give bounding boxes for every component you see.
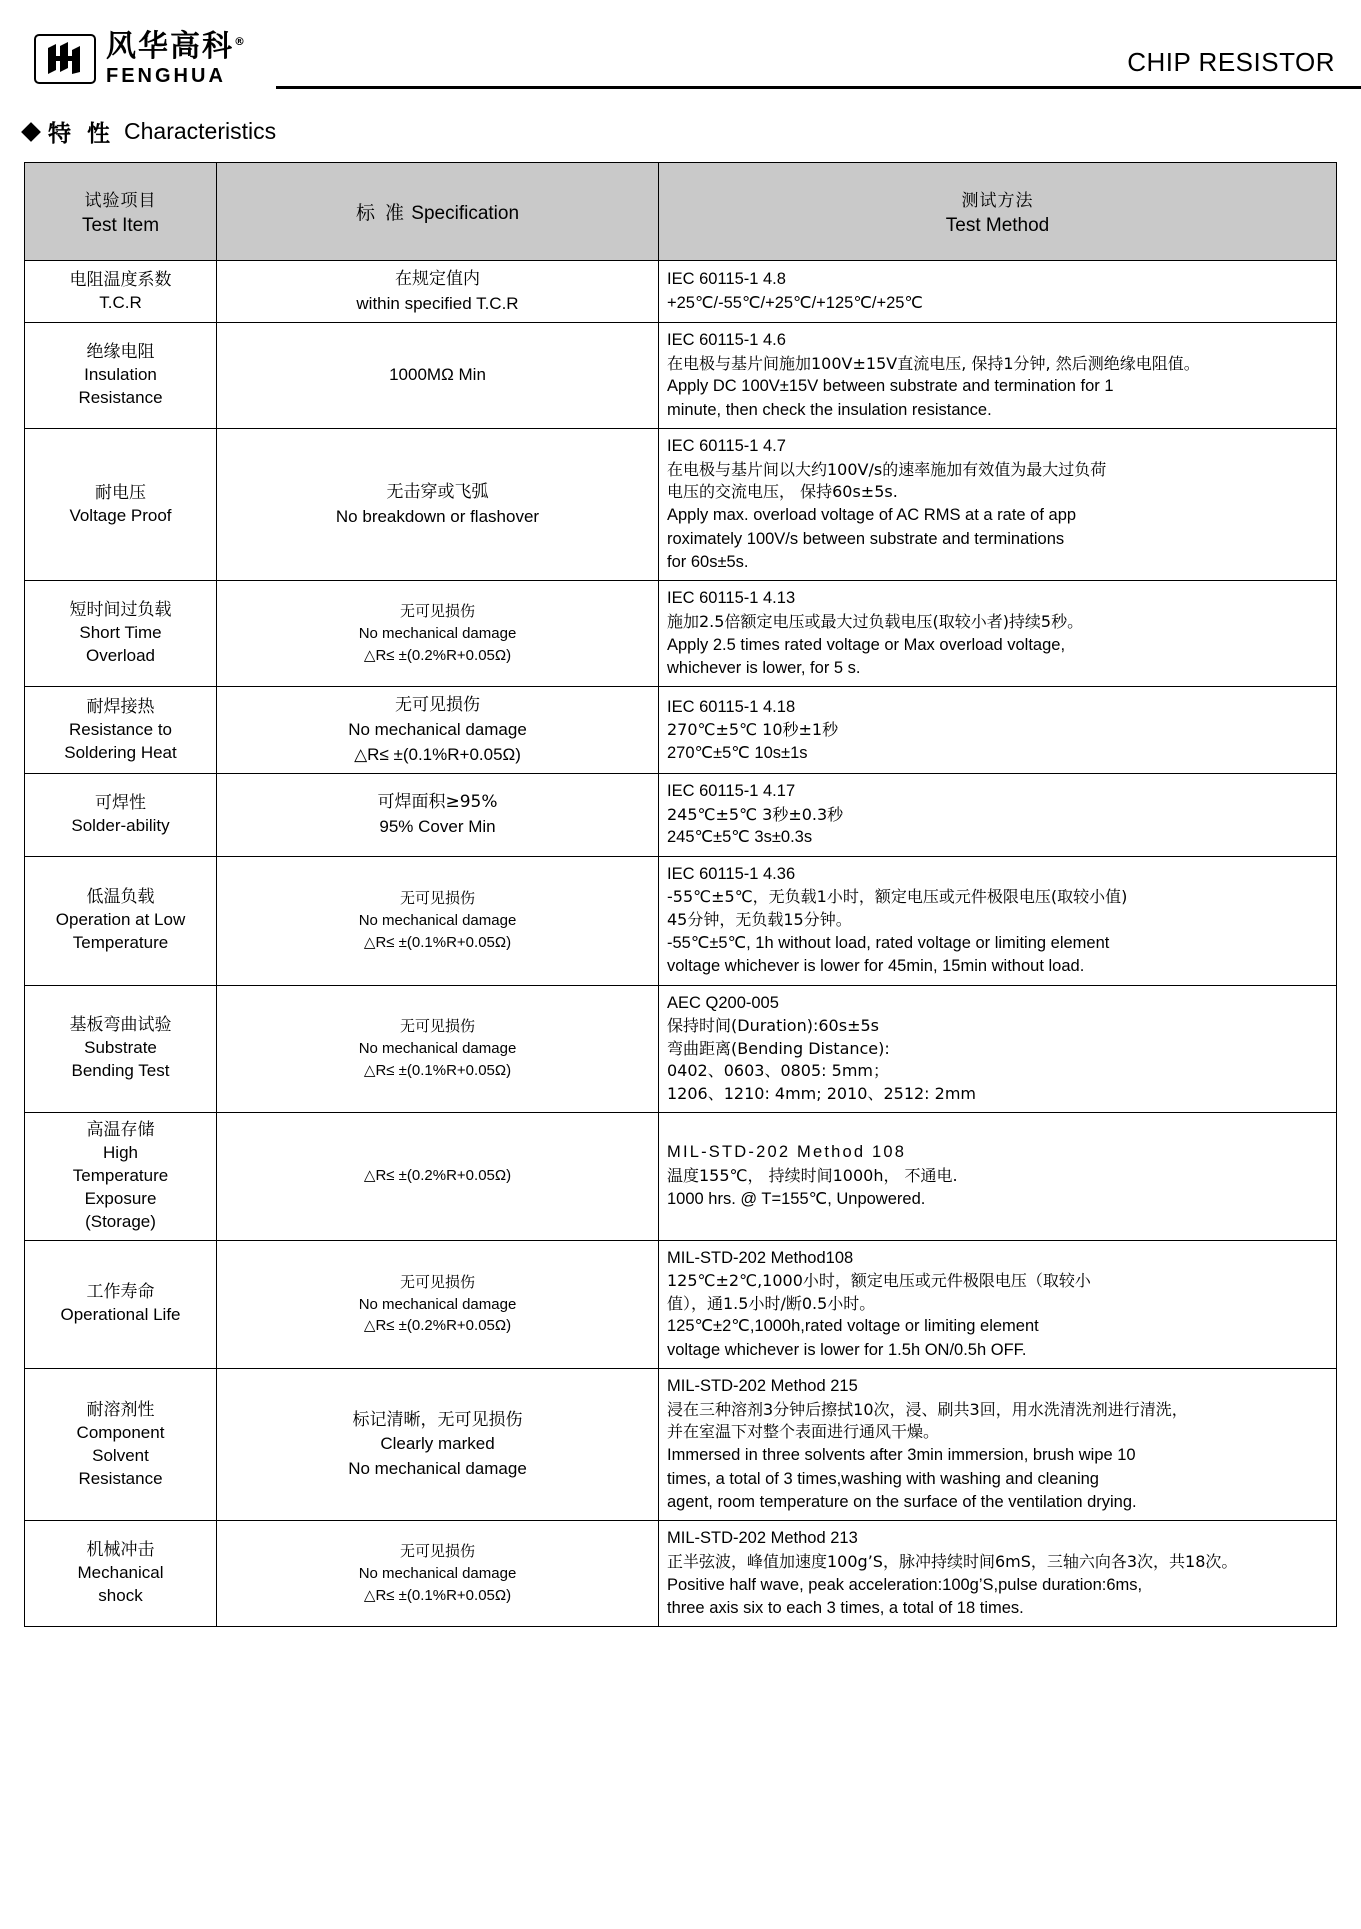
test-item-en: (Storage) xyxy=(85,1211,156,1231)
test-item-cn: 电阻温度系数 xyxy=(69,269,172,290)
specification-line: 无可见损伤 xyxy=(399,1542,475,1561)
test-item-cn: 基板弯曲试验 xyxy=(69,1015,172,1036)
test-method-line: 温度155℃， 持续时间1000h， 不通电. xyxy=(667,1165,958,1185)
test-item-en: Solder-ability xyxy=(71,816,170,836)
specification-line: No mechanical damage xyxy=(358,1295,517,1313)
specification-line: 可焊面积≥95% xyxy=(377,792,498,813)
table-row xyxy=(25,774,1337,857)
test-item-en: Soldering Heat xyxy=(64,742,177,762)
test-item-en: Resistance xyxy=(78,388,163,408)
cell-test-method xyxy=(659,856,1337,985)
cell-test-method xyxy=(659,1112,1337,1240)
cell-test-item xyxy=(25,429,217,581)
test-item-en: Overload xyxy=(86,646,155,666)
test-item-en: shock xyxy=(98,1586,143,1606)
test-method-line: +25℃/-55℃/+25℃/+125℃/+25℃ xyxy=(667,293,923,312)
test-item-cn: 低温负载 xyxy=(86,887,155,908)
cell-specification xyxy=(217,261,659,323)
cell-test-method xyxy=(659,429,1337,581)
test-method-line: IEC 60115-1 4.7 xyxy=(667,437,786,456)
cell-test-method xyxy=(659,261,1337,323)
test-item-en: Voltage Proof xyxy=(69,505,172,525)
test-method-line: IEC 60115-1 4.36 xyxy=(667,864,796,883)
table-row xyxy=(25,985,1337,1112)
section-title-en: Characteristics xyxy=(124,118,277,144)
test-item-cn: 耐溶剂性 xyxy=(86,1399,155,1420)
table-row xyxy=(25,323,1337,429)
test-item-cn: 高温存储 xyxy=(86,1119,155,1140)
specification-line: No mechanical damage xyxy=(358,1564,517,1582)
column-header-specification-en: Specification xyxy=(411,203,520,224)
specification-line: 无可见损伤 xyxy=(399,602,475,621)
test-method-line: whichever is lower, for 5 s. xyxy=(667,658,861,677)
test-method-line: 245℃±5℃ 3秒±0.3秒 xyxy=(667,804,844,824)
test-method-line: voltage whichever is lower for 1.5h ON/0.5h OFF. xyxy=(667,1340,1027,1359)
table-body xyxy=(25,261,1337,1627)
table-row xyxy=(25,856,1337,985)
test-method-line: -55℃±5℃, 1h without load, rated voltage or limiting element xyxy=(667,933,1110,952)
cell-test-item xyxy=(25,261,217,323)
company-logo xyxy=(34,29,247,87)
table-row xyxy=(25,1240,1337,1369)
test-method-line: 125℃±2℃,1000h,rated voltage or limiting element xyxy=(667,1317,1039,1336)
test-item-en: Short Time xyxy=(79,623,162,643)
cell-test-method xyxy=(659,581,1337,687)
characteristics-table xyxy=(24,162,1337,1627)
specification-line: within specified T.C.R xyxy=(356,293,519,313)
cell-test-method xyxy=(659,1521,1337,1627)
specification-line: 标记清晰，无可见损伤 xyxy=(352,1409,523,1430)
cell-test-item xyxy=(25,323,217,429)
diamond-bullet-icon xyxy=(21,122,41,142)
table-row xyxy=(25,1369,1337,1521)
cell-test-item xyxy=(25,1369,217,1521)
test-method-line: 弯曲距离(Bending Distance): xyxy=(667,1038,890,1058)
cell-test-method xyxy=(659,985,1337,1112)
table-header-row xyxy=(25,163,1337,261)
cell-test-item xyxy=(25,581,217,687)
test-item-en: Bending Test xyxy=(71,1061,170,1081)
cell-specification xyxy=(217,985,659,1112)
cell-test-method xyxy=(659,323,1337,429)
test-item-cn: 短时间过负载 xyxy=(69,600,172,621)
test-method-line: Apply max. overload voltage of AC RMS at a rate of app xyxy=(667,506,1077,525)
test-method-line: 125℃±2℃,1000小时，额定电压或元件极限电压（取较小 xyxy=(667,1270,1091,1290)
test-item-en: T.C.R xyxy=(99,292,142,312)
specification-line: 无可见损伤 xyxy=(399,889,475,908)
cell-test-item xyxy=(25,1521,217,1627)
specification-line: △R≤ ±(0.2%R+0.05Ω) xyxy=(363,646,512,664)
specification-line: 无击穿或飞弧 xyxy=(386,482,489,503)
test-method-line: IEC 60115-1 4.6 xyxy=(667,331,786,350)
column-header-test-method xyxy=(659,163,1337,261)
logo-chinese-name: 风华高科 xyxy=(106,29,234,64)
column-header-test-item-cn: 试验项目 xyxy=(84,191,157,211)
test-method-line: 保持时间(Duration):60s±5s xyxy=(667,1015,879,1035)
test-item-cn: 绝缘电阻 xyxy=(86,342,155,363)
test-item-cn: 机械冲击 xyxy=(86,1540,155,1561)
test-method-line: IEC 60115-1 4.18 xyxy=(667,697,796,716)
test-method-line: 0402、0603、0805: 5mm； xyxy=(667,1061,889,1081)
table-header xyxy=(25,163,1337,261)
test-method-line: IEC 60115-1 4.13 xyxy=(667,589,796,608)
test-method-line: 在电极与基片间以大约100V/s的速率施加有效值为最大过负荷 xyxy=(667,459,1107,479)
specification-line: △R≤ ±(0.2%R+0.05Ω) xyxy=(363,1317,512,1335)
test-item-en: Operational Life xyxy=(60,1305,181,1325)
test-method-line: MIL-STD-202 Method 108 xyxy=(667,1143,907,1162)
test-method-line: roximately 100V/s between substrate and terminations xyxy=(667,529,1065,548)
cell-test-method xyxy=(659,687,1337,774)
test-method-line: 电压的交流电压， 保持60s±5s. xyxy=(667,482,898,502)
cell-specification xyxy=(217,581,659,687)
test-method-line: Positive half wave, peak acceleration:100g’S,pulse duration:6ms, xyxy=(667,1575,1143,1594)
column-header-specification-cn: 标 准 xyxy=(355,202,407,224)
cell-test-item xyxy=(25,1112,217,1240)
test-method-line: MIL-STD-202 Method108 xyxy=(667,1248,854,1267)
specification-line: Clearly marked xyxy=(380,1434,495,1454)
test-method-line: -55℃±5℃，无负载1小时，额定电压或元件极限电压(取较小值) xyxy=(667,887,1128,907)
test-method-line: 浸在三种溶剂3分钟后擦拭10次，浸、刷共3回，用水洗清洗剂进行清洗， xyxy=(667,1399,1188,1419)
test-item-cn: 耐电压 xyxy=(95,482,146,503)
test-method-line: MIL-STD-202 Method 215 xyxy=(667,1377,858,1396)
logo-english-name: FENGHUA xyxy=(106,65,226,87)
table-row xyxy=(25,1112,1337,1240)
specification-line: △R≤ ±(0.1%R+0.05Ω) xyxy=(363,1061,512,1079)
test-method-line: voltage whichever is lower for 45min, 15min without load. xyxy=(667,957,1085,976)
page-header xyxy=(0,0,1361,86)
fenghua-logo-icon xyxy=(34,34,96,84)
test-method-line: 270℃±5℃ 10s±1s xyxy=(667,743,808,762)
test-item-en: Temperature xyxy=(72,933,169,953)
specification-line: 无可见损伤 xyxy=(395,695,480,716)
cell-specification xyxy=(217,856,659,985)
test-item-en: Exposure xyxy=(84,1188,157,1208)
test-method-line: Apply DC 100V±15V between substrate and termination for 1 xyxy=(667,377,1114,396)
specification-line: △R≤ ±(0.1%R+0.05Ω) xyxy=(363,933,512,951)
cell-test-method xyxy=(659,1369,1337,1521)
test-method-line: Apply 2.5 times rated voltage or Max overload voltage, xyxy=(667,635,1066,654)
column-header-test-method-en: Test Method xyxy=(945,215,1050,236)
table-row xyxy=(25,687,1337,774)
column-header-test-method-cn: 测试方法 xyxy=(961,191,1034,211)
test-item-en: High xyxy=(103,1142,138,1162)
column-header-test-item xyxy=(25,163,217,261)
test-method-line: 245℃±5℃ 3s±0.3s xyxy=(667,828,813,847)
test-item-en: Temperature xyxy=(72,1165,169,1185)
specification-line: △R≤ ±(0.1%R+0.05Ω) xyxy=(354,744,521,764)
cell-specification xyxy=(217,1240,659,1369)
cell-specification xyxy=(217,1112,659,1240)
cell-specification xyxy=(217,774,659,857)
test-method-line: minute, then check the insulation resistance. xyxy=(667,400,992,419)
table-row xyxy=(25,581,1337,687)
test-method-line: 值），通1.5小时/断0.5小时。 xyxy=(667,1293,876,1313)
cell-specification xyxy=(217,1369,659,1521)
test-method-line: 1206、1210: 4mm; 2010、2512: 2mm xyxy=(667,1084,977,1104)
registered-trademark-icon: ® xyxy=(234,35,247,48)
specification-line: 95% Cover Min xyxy=(379,817,496,837)
logo-text xyxy=(106,29,247,87)
test-method-line: 并在室温下对整个表面进行通风干燥。 xyxy=(667,1422,940,1442)
test-method-line: 正半弦波，峰值加速度100g’S，脉冲持续时间6mS，三轴六向各3次，共18次。 xyxy=(667,1551,1238,1571)
specification-line: 无可见损伤 xyxy=(399,1272,475,1291)
specification-line: No mechanical damage xyxy=(348,720,527,740)
test-item-cn: 可焊性 xyxy=(95,793,146,814)
specification-line: 在规定值内 xyxy=(395,269,480,289)
cell-test-item xyxy=(25,1240,217,1369)
test-item-en: Component xyxy=(76,1422,165,1442)
test-item-en: Solvent xyxy=(92,1445,149,1465)
section-heading xyxy=(24,115,1361,148)
test-method-line: 施加2.5倍额定电压或最大过负载电压(取较小者)持续5秒。 xyxy=(667,611,1084,631)
specification-line: 1000MΩ Min xyxy=(389,365,486,385)
cell-test-item xyxy=(25,856,217,985)
specification-line: No mechanical damage xyxy=(358,625,517,642)
test-method-line: 270℃±5℃ 10秒±1秒 xyxy=(667,719,839,739)
test-item-en: Resistance xyxy=(78,1468,163,1488)
cell-test-method xyxy=(659,1240,1337,1369)
test-method-line: 在电极与基片间施加100V±15V直流电压, 保持1分钟, 然后测绝缘电阻值。 xyxy=(667,353,1200,373)
test-item-en: Resistance to xyxy=(69,719,172,739)
test-method-line: 1000 hrs. @ T=155℃, Unpowered. xyxy=(667,1189,926,1208)
test-method-line: AEC Q200-005 xyxy=(667,993,779,1012)
test-method-line: IEC 60115-1 4.17 xyxy=(667,782,796,801)
specification-line: △R≤ ±(0.1%R+0.05Ω) xyxy=(363,1586,512,1604)
specification-line: No breakdown or flashover xyxy=(335,506,540,526)
test-item-en: Operation at Low xyxy=(55,910,186,930)
test-item-cn: 工作寿命 xyxy=(86,1282,155,1303)
cell-test-method xyxy=(659,774,1337,857)
cell-specification xyxy=(217,1521,659,1627)
test-method-line: 45分钟，无负载15分钟。 xyxy=(667,910,852,929)
specification-line: No mechanical damage xyxy=(358,1039,517,1057)
test-item-cn: 耐焊接热 xyxy=(86,696,155,717)
test-method-line: Immersed in three solvents after 3min immersion, brush wipe 10 xyxy=(667,1446,1136,1465)
document-title: CHIP RESISTOR xyxy=(1127,47,1335,77)
table-row xyxy=(25,261,1337,323)
table-row xyxy=(25,429,1337,581)
column-header-test-item-en: Test Item xyxy=(81,215,160,236)
test-method-line: for 60s±5s. xyxy=(667,552,749,571)
test-method-line: times, a total of 3 times,washing with washing and cleaning xyxy=(667,1469,1099,1488)
section-title-cn: 特 性 xyxy=(48,121,115,147)
specification-line: 无可见损伤 xyxy=(399,1017,475,1036)
cell-test-item xyxy=(25,985,217,1112)
cell-specification xyxy=(217,687,659,774)
cell-specification xyxy=(217,323,659,429)
specification-line: △R≤ ±(0.2%R+0.05Ω) xyxy=(363,1167,512,1185)
test-method-line: IEC 60115-1 4.8 xyxy=(667,270,786,289)
test-item-en: Insulation xyxy=(84,365,157,385)
test-item-en: Substrate xyxy=(84,1038,157,1058)
cell-test-item xyxy=(25,774,217,857)
specification-line: No mechanical damage xyxy=(348,1459,527,1479)
specification-line: No mechanical damage xyxy=(358,911,517,929)
cell-test-item xyxy=(25,687,217,774)
column-header-specification xyxy=(217,163,659,261)
test-method-line: agent, room temperature on the surface of the ventilation drying. xyxy=(667,1492,1137,1511)
cell-specification xyxy=(217,429,659,581)
test-item-en: Mechanical xyxy=(77,1563,164,1583)
header-right xyxy=(247,47,1339,86)
test-method-line: MIL-STD-202 Method 213 xyxy=(667,1529,858,1548)
table-row xyxy=(25,1521,1337,1627)
test-method-line: three axis six to each 3 times, a total of 18 times. xyxy=(667,1598,1024,1617)
header-divider xyxy=(276,86,1361,89)
